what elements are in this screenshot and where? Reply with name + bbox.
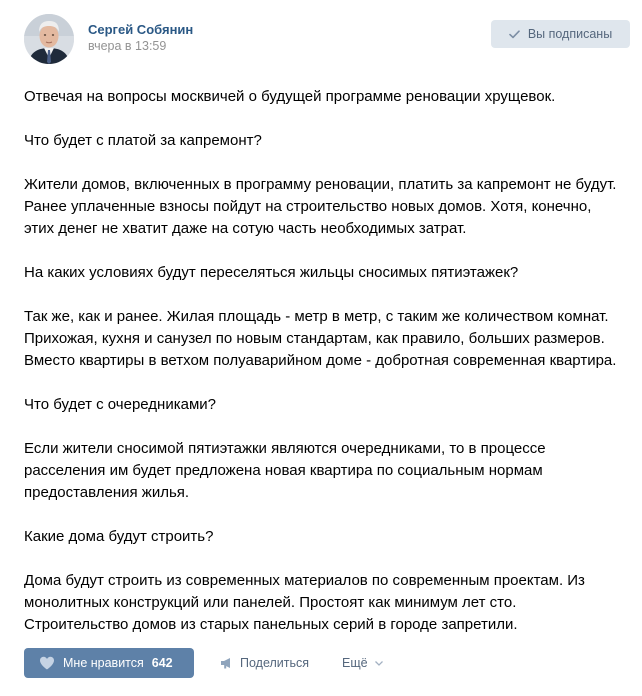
heart-icon: [39, 656, 55, 670]
post-text-line: Отвечая на вопросы москвичей о будущей программе реновации хрущевок.: [24, 88, 556, 105]
subscribed-label: Вы подписаны: [527, 27, 613, 41]
share-label: Поделиться: [240, 656, 310, 670]
post-text-line: Что будет с платой за капремонт?: [24, 132, 262, 149]
post-paragraph: [24, 570, 636, 636]
post-text: [24, 86, 636, 636]
post-actions: [24, 648, 624, 678]
post-text-line: расселения им будет предложена новая квартира по социальным нормам: [24, 462, 543, 479]
post-paragraph: [24, 438, 636, 504]
post-text-line: Дома будут строить из современных материалов по современным проектам. Из: [24, 572, 585, 589]
post-text-line: Так же, как и ранее. Жилая площадь - метр в метр, с таким же количеством комнат.: [24, 308, 609, 325]
post-text-line: предоставления жилья.: [24, 484, 190, 501]
like-count: 642: [151, 656, 173, 670]
avatar[interactable]: [24, 14, 74, 64]
post-paragraph: [24, 394, 636, 416]
share-button[interactable]: [220, 648, 309, 678]
subscribed-button[interactable]: [491, 20, 630, 48]
more-label: Ещё: [342, 656, 368, 670]
like-button[interactable]: [24, 648, 194, 678]
post-date[interactable]: вчера в 13:59: [88, 39, 167, 53]
check-icon: [509, 30, 520, 39]
post-text-line: монолитных конструкций или панелей. Простоят как минимум лет сто.: [24, 594, 517, 611]
post-paragraph: [24, 174, 636, 240]
post-paragraph: [24, 306, 636, 372]
post-text-line: Ранее уплаченные взносы пойдут на строительство новых домов. Хотя, конечно,: [24, 198, 592, 215]
post-text-line: Какие дома будут строить?: [24, 528, 214, 545]
post-paragraph: [24, 526, 636, 548]
avatar-photo: [24, 14, 74, 64]
megaphone-icon: [220, 657, 234, 669]
post-text-line: этих денег не хватит даже на сотую часть необходимых затрат.: [24, 220, 467, 237]
post-text-line: Прихожая, кухня и санузел по новым стандартам, как правило, больших размеров.: [24, 330, 605, 347]
post-text-line: Что будет с очередниками?: [24, 396, 216, 413]
chevron-down-icon: [375, 661, 383, 666]
like-label: Мне нравится: [63, 656, 144, 670]
author-name[interactable]: Сергей Собянин: [88, 22, 194, 37]
post-text-line: На каких условиях будут переселяться жильцы сносимых пятиэтажек?: [24, 264, 519, 281]
post-paragraph: [24, 130, 636, 152]
post-text-line: Вместо квартиры в ветхом полуаварийном доме - добротная современная квартира.: [24, 352, 617, 369]
post-paragraph: [24, 262, 636, 284]
post-text-line: Строительство домов из старых панельных серий в городе запретили.: [24, 616, 518, 633]
post-paragraph: [24, 86, 636, 108]
more-button[interactable]: [342, 648, 383, 678]
post-text-line: Жители домов, включенных в программу реновации, платить за капремонт не будут.: [24, 176, 617, 193]
post-text-line: Если жители сносимой пятиэтажки являются очередниками, то в процессе: [24, 440, 546, 457]
